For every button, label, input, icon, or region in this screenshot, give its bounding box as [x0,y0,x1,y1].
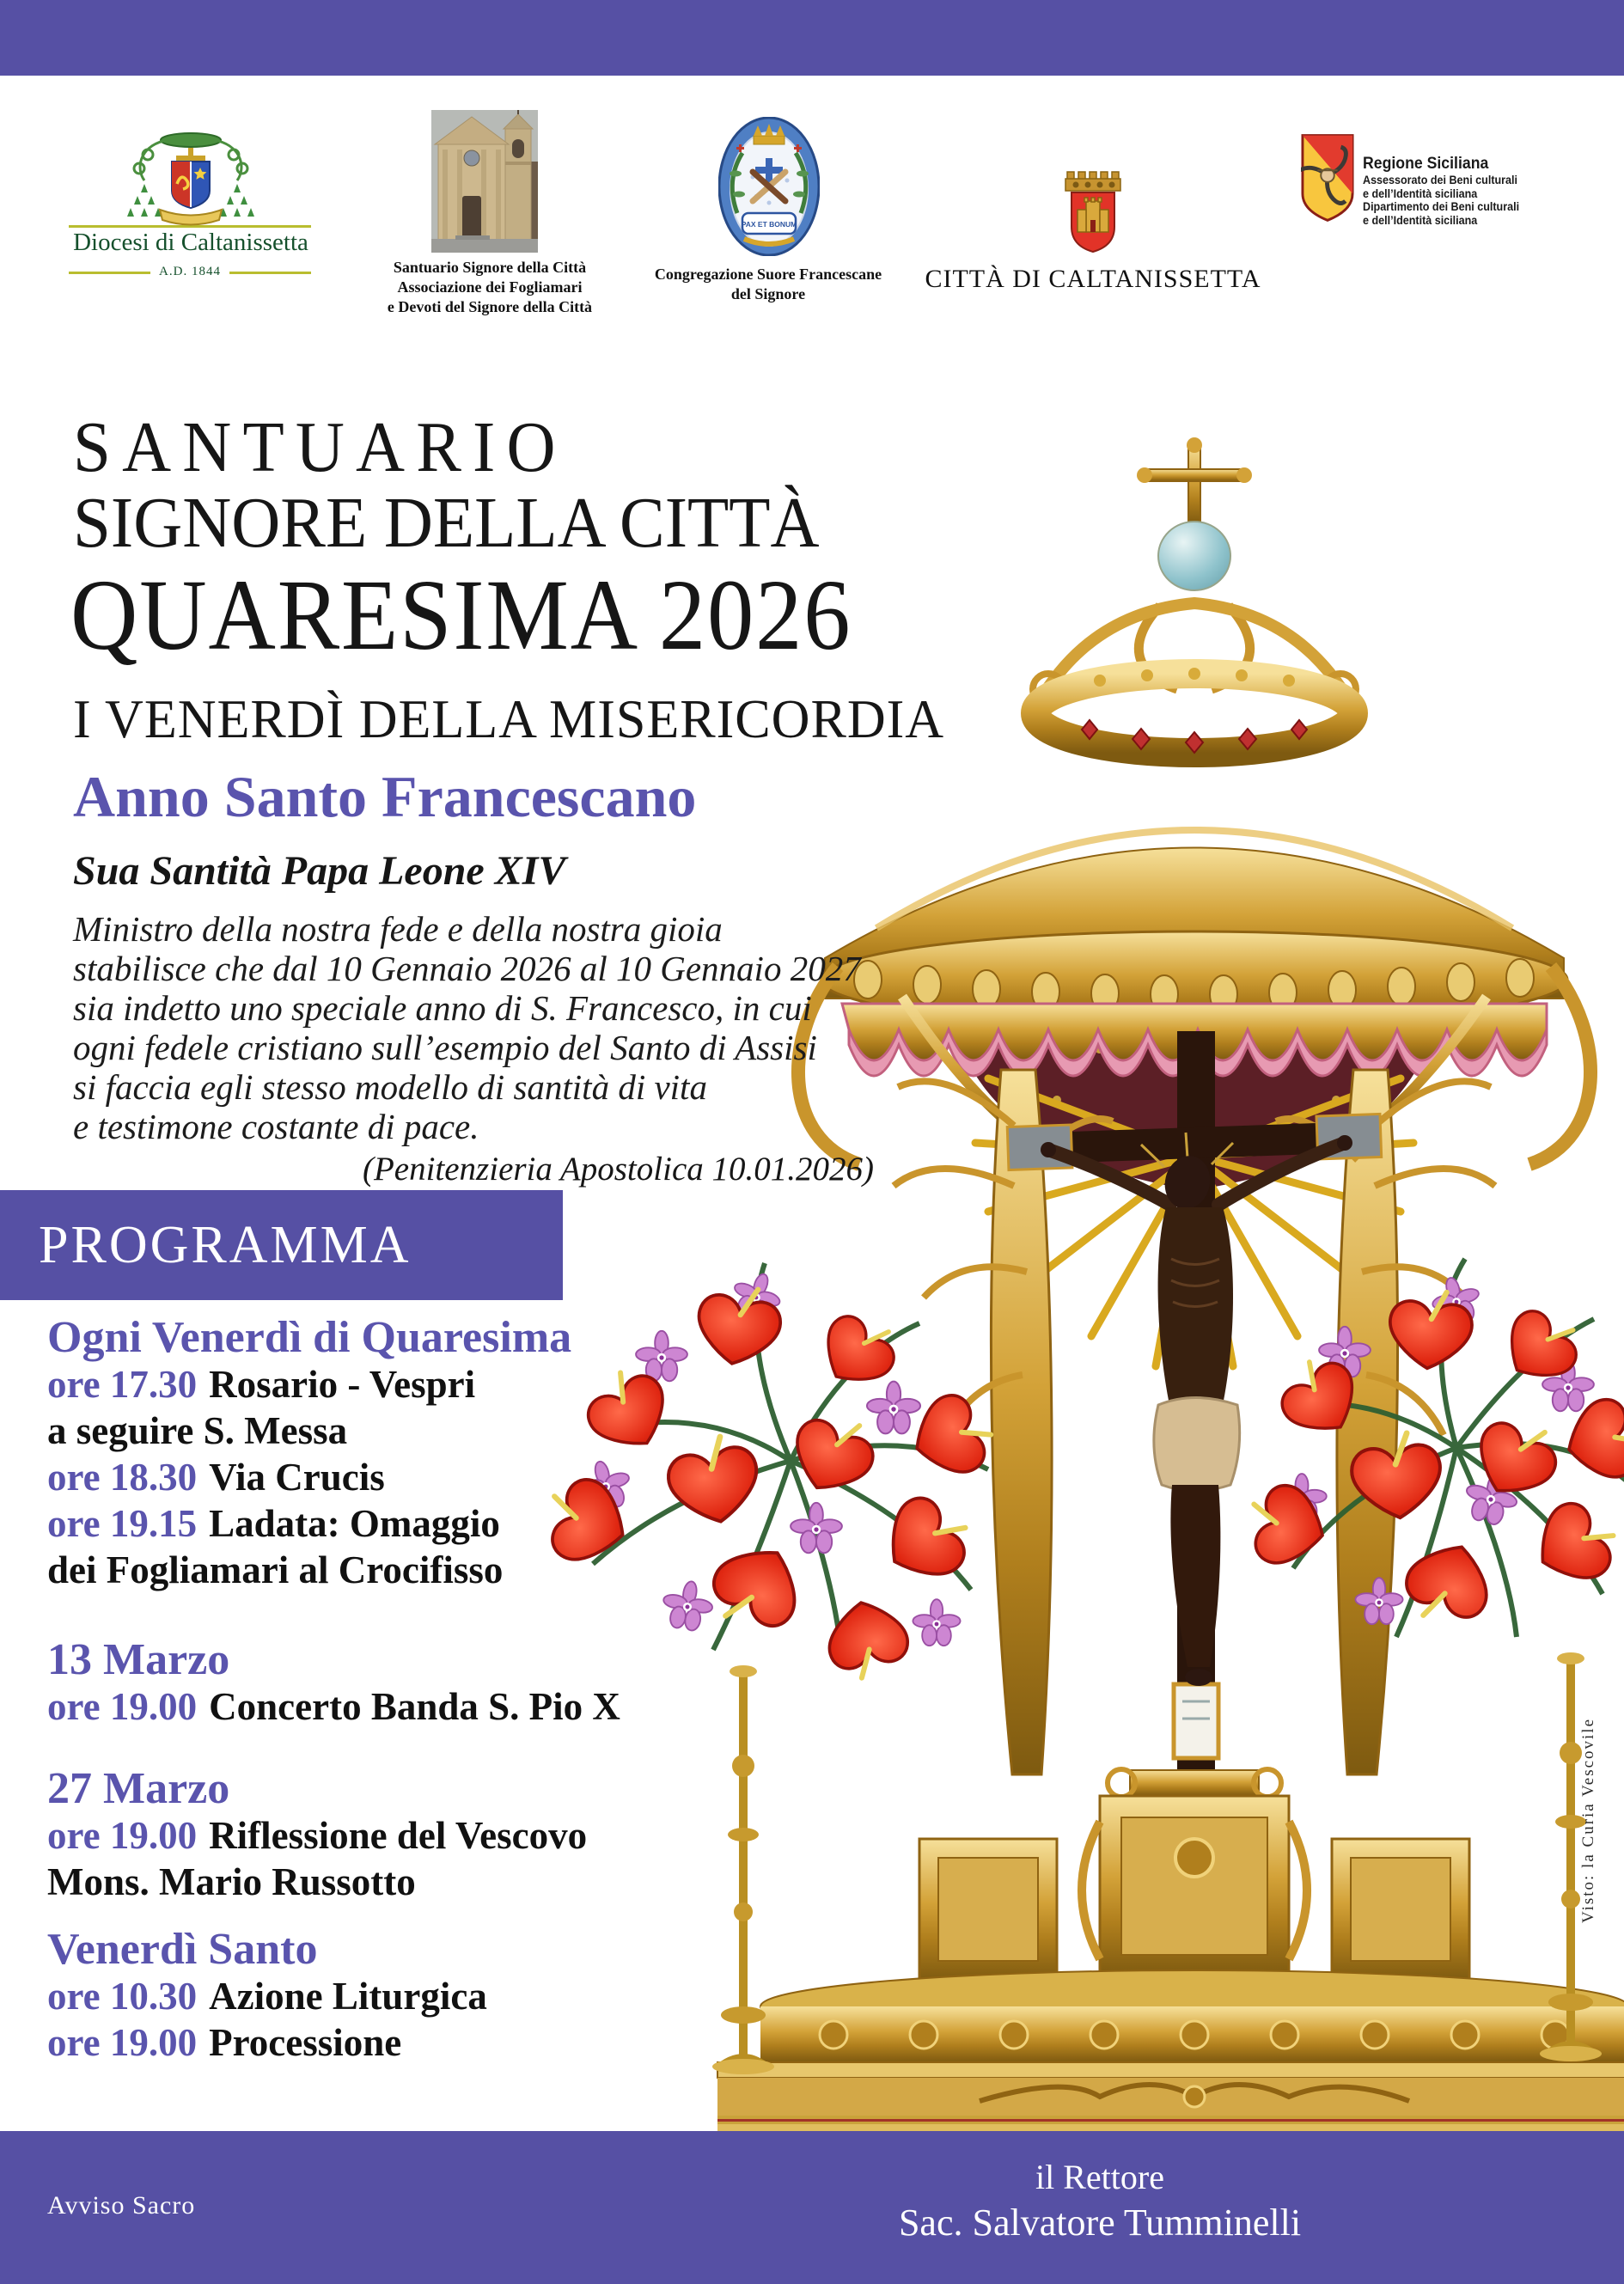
flower-bouquet-left [536,1263,1000,1682]
congregazione-caption-line: del Signore [730,285,806,302]
flower-bouquet-right [1241,1259,1624,1637]
anno-body-line: sia indetto uno speciale anno di S. Francesco, in cui [73,988,812,1028]
regione-caption-line: e dell’Identità siciliana [1363,213,1478,227]
monument-photo [498,430,1624,2131]
rettore-signature [859,2155,1340,2246]
blue-orb [1158,522,1230,590]
congregazione-crest-icon [718,117,820,256]
rettore-title: il Rettore [1035,2158,1164,2196]
regione-caption-line: Regione Siciliana [1363,155,1489,173]
program-heading: Ogni Venerdì di Quaresima [47,1313,572,1362]
program-item: ore 10.30 Azione Liturgica [47,1975,487,2018]
citta-name: CITTÀ DI CALTANISSETTA [925,265,1261,293]
anno-body-paragraph [73,909,924,1146]
anno-body-line: Ministro della nostra fede e della nostra gioia [73,909,723,949]
citation: (Penitenzieria Apostolica 10.01.2026) [362,1151,874,1188]
program-heading: 13 Marzo [47,1635,230,1684]
program-item: Mons. Mario Russotto [47,1860,416,1903]
congregazione-caption [639,265,897,304]
citta-coat-of-arms-icon [1041,165,1145,261]
regione-trinacria-shield-icon [1301,129,1354,225]
program-section-27-marzo [47,1766,587,1905]
program-item: ore 19.00 Processione [47,2021,402,2064]
program-heading: 27 Marzo [47,1764,230,1813]
programma-banner-label: PROGRAMMA [39,1216,412,1274]
curia-approval-note: Visto: la Curia Vescovile [1579,1717,1597,1923]
anno-body-line: si faccia egli stesso modello di santità di vita [73,1067,707,1107]
base-pedestal [717,1717,1624,2131]
program-item: ore 18.30 Via Crucis [47,1456,385,1499]
regione-caption-line: Dipartimento dei Beni culturali [1363,200,1520,213]
program-item: ore 19.00 Riflessione del Vescovo [47,1814,588,1857]
santuario-caption-line: Santuario Signore della Città [393,259,587,276]
program-item: a seguire S. Messa [47,1409,348,1452]
program-item: ore 19.00 Concerto Banda S. Pio X [47,1685,620,1728]
bottom-purple-bar [0,2131,1624,2284]
program-item: ore 17.30 Rosario - Vespri [47,1363,476,1406]
anno-body-line: stabilisce che dal 10 Gennaio 2026 al 10 Gennaio 2027 [73,949,861,988]
regione-caption-line: Assessorato dei Beni culturali [1363,174,1518,186]
top-purple-bar [0,0,1624,76]
diocesi-coat-of-arms-icon [122,127,259,229]
title-line-santuario: SANTUARIO [73,407,567,487]
congregazione-motto: PAX ET BONUM [741,220,797,229]
papa-subheading: Sua Santità Papa Leone XIV [73,848,566,894]
title-line-venerdi: I VENERDÌ DELLA MISERICORDIA [73,688,945,749]
santuario-church-photo [431,110,538,253]
regione-caption-line: e dell’Identità siciliana [1363,186,1478,200]
avviso-sacro-label: Avviso Sacro [47,2191,196,2220]
program-item: ore 19.15 Ladata: Omaggio [47,1502,500,1545]
cross-finial-icon [1137,437,1252,524]
diocesi-ad-line [69,265,311,278]
santuario-caption [361,258,619,317]
regione-caption [1363,155,1547,227]
diocesi-subtitle: A.D. 1844 [150,265,229,279]
anno-santo-heading: Anno Santo Francescano [73,764,697,829]
title-line-quaresima: QUARESIMA 2026 [70,559,852,671]
programma-banner [0,1190,563,1300]
diocesi-name: Diocesi di Caltanissetta [73,229,308,256]
rettore-name: Sac. Salvatore Tumminelli [898,2202,1302,2244]
program-section-venerdi-quaresima [47,1315,571,1593]
santuario-caption-line: Associazione dei Fogliamari [397,278,583,296]
program-item: dei Fogliamari al Crocifisso [47,1548,504,1591]
program-section-venerdi-santo [47,1927,487,2066]
program-heading: Venerdì Santo [47,1925,318,1974]
santuario-caption-line: e Devoti del Signore della Città [387,298,593,315]
program-section-13-marzo [47,1637,620,1730]
crown [1033,603,1356,753]
anno-body-line: e testimone costante di pace. [73,1107,479,1146]
title-line-signore: SIGNORE DELLA CITTÀ [73,483,820,563]
congregazione-caption-line: Congregazione Suore Francescane [654,266,882,283]
anno-body-line: ogni fedele cristiano sull’esempio del Santo di Assisi [73,1028,817,1067]
candlestick-left [712,1665,774,2074]
